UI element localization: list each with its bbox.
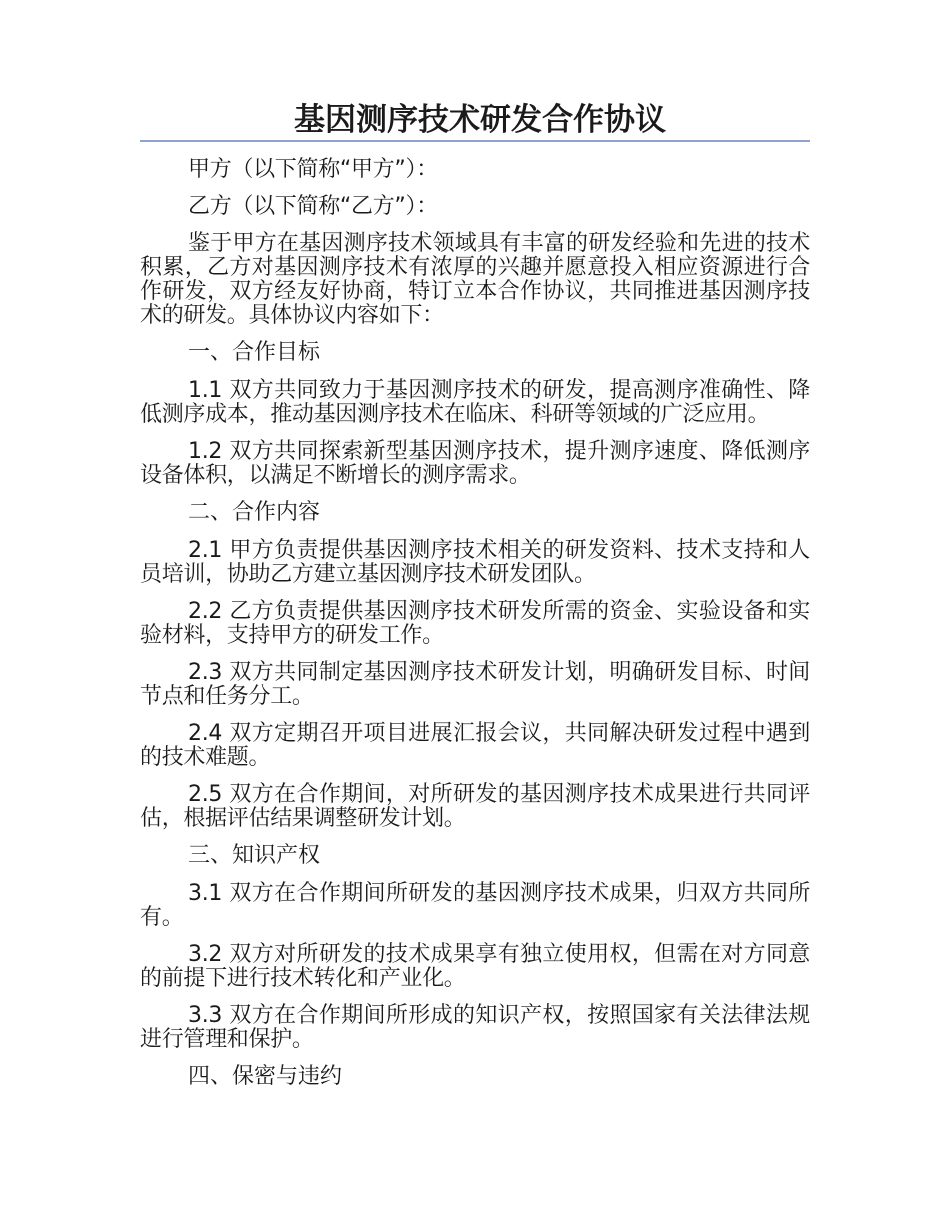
clause-1-2: 1.2 双方共同探索新型基因测序技术，提升测序速度、降低测序设备体积，以满足不断增长的测序需求。: [140, 439, 810, 488]
preamble-paragraph: 鉴于甲方在基因测序技术领域具有丰富的研发经验和先进的技术积累，乙方对基因测序技术有浓厚的兴趣并愿意投入相应资源进行合作研发，双方经友好协商，特订立本合作协议，共同推进基因测序技术的研发。具体协议内容如下：: [140, 231, 810, 328]
clause-2-2: 2.2 乙方负责提供基因测序技术研发所需的资金、实验设备和实验材料，支持甲方的研发工作。: [140, 599, 810, 648]
title-underline: [140, 140, 810, 142]
party-a-line: 甲方（以下简称“甲方”）：: [188, 157, 438, 182]
clause-2-3: 2.3 双方共同制定基因测序技术研发计划，明确研发目标、时间节点和任务分工。: [140, 660, 810, 709]
section-heading-1: 一、合作目标: [188, 340, 321, 365]
clause-2-4: 2.4 双方定期召开项目进展汇报会议，共同解决研发过程中遇到的技术难题。: [140, 721, 810, 770]
clause-2-1: 2.1 甲方负责提供基因测序技术相关的研发资料、技术支持和人员培训，协助乙方建立基因测序技术研发团队。: [140, 538, 810, 587]
clause-2-5: 2.5 双方在合作期间，对所研发的基因测序技术成果进行共同评估，根据评估结果调整研发计划。: [140, 782, 810, 831]
clause-3-2: 3.2 双方对所研发的技术成果享有独立使用权，但需在对方同意的前提下进行技术转化和产业化。: [140, 942, 810, 991]
clause-3-3: 3.3 双方在合作期间所形成的知识产权，按照国家有关法律法规进行管理和保护。: [140, 1003, 810, 1052]
party-b-line: 乙方（以下简称“乙方”）：: [188, 194, 438, 219]
document-page: [140, 100, 810, 1103]
section-heading-2: 二、合作内容: [188, 500, 321, 525]
document-title: 基因测序技术研发合作协议: [294, 102, 666, 138]
clause-1-1: 1.1 双方共同致力于基因测序技术的研发，提高测序准确性、降低测序成本，推动基因测序技术在临床、科研等领域的广泛应用。: [140, 378, 810, 427]
section-heading-3: 三、知识产权: [188, 843, 321, 868]
clause-3-1: 3.1 双方在合作期间所研发的基因测序技术成果，归双方共同所有。: [140, 881, 810, 930]
section-heading-4: 四、保密与违约: [188, 1064, 343, 1089]
